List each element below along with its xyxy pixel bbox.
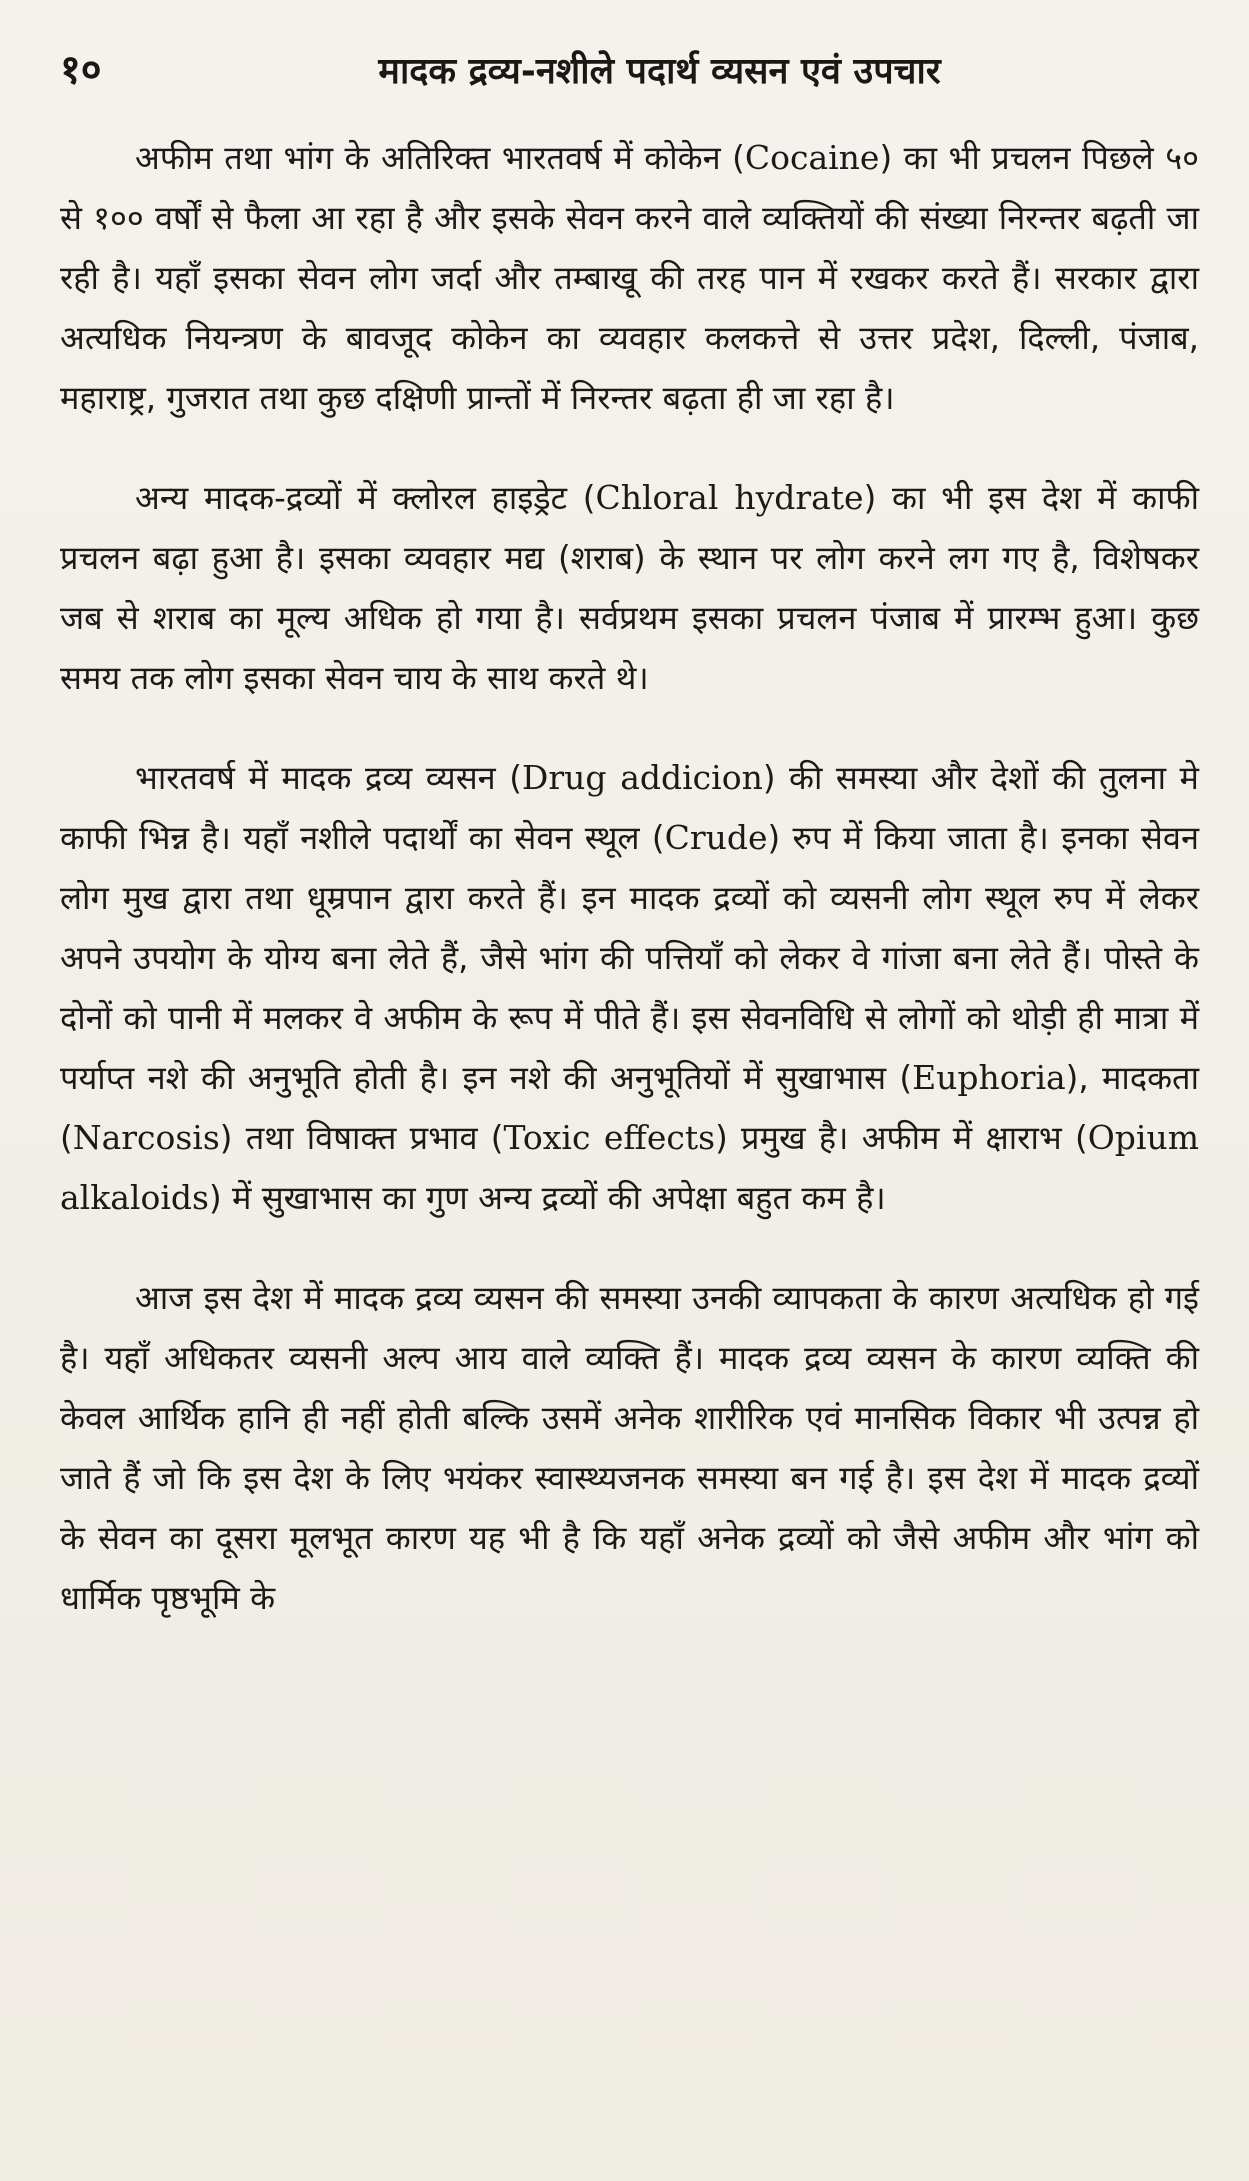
english-term: Crude: [664, 818, 768, 857]
paragraph-text: अफीम तथा भांग के अतिरिक्त भारतवर्ष में कोकेन (: [135, 139, 745, 177]
page-number: १०: [60, 46, 102, 93]
english-term: Chloral hydrate: [595, 478, 864, 517]
english-term: Euphoria: [912, 1058, 1066, 1097]
running-title: मादक द्रव्य-नशीले पदार्थ व्यसन एवं उपचार: [378, 51, 941, 92]
paragraph-text: ) तथा विषाक्त प्रभाव (: [219, 1119, 504, 1157]
paragraph-cocaine: [60, 128, 1199, 428]
paragraph-text: आज इस देश में मादक द्रव्य व्यसन की समस्या उनकी व्यापकता के कारण अत्यधिक हो गई है। यहाँ अधिकतर व्यसनी अल्प आय वाले व्यक्ति हैं। मादक द्रव्य व्यसन के कारण व्यक्ति की केवल आर्थिक हानि ही नहीं होती बल्कि उसमें अनेक शारीरिक एवं मानसिक विकार भी उत्पन्न हो जाते हैं जो कि इस देश के लिए भयंकर स्वास्थ्यजनक समस्या बन गई है। इस देश में मादक द्रव्यों के सेवन का दूसरा मूलभूत कारण यह भी है कि यहाँ अनेक द्रव्यों को जैसे अफीम और भांग को धार्मिक पृष्ठभूमि के: [60, 1279, 1199, 1617]
body-text: [60, 128, 1199, 1628]
paragraph-text: ) की समस्या और देशों की तुलना मे काफी भिन्न है। यहाँ नशीले पदार्थों का सेवन स्थूल (: [60, 759, 1199, 857]
paragraph-text: ) में सुखाभास का गुण अन्य द्रव्यों की अपेक्षा बहुत कम है।: [208, 1179, 886, 1217]
paragraph-text: ) का भी इस देश में काफी प्रचलन बढ़ा हुआ है। इसका व्यवहार मद्य (शराब) के स्थान पर लोग करने लग गए है, विशेषकर जब से शराब का मूल्य अधिक हो गया है। सर्वप्रथम इसका प्रचलन पंजाब में प्रारम्भ हुआ। कुछ समय तक लोग इसका सेवन चाय के साथ करते थे।: [60, 479, 1199, 697]
paragraph-text: ) का भी प्रचलन पिछले ५० से १०० वर्षों से फैला आ रहा है और इसके सेवन करने वाले व्यक्तियों की संख्या निरन्तर बढ़ती जा रही है। यहाँ इसका सेवन लोग जर्दा और तम्बाखू की तरह पान में रखकर करते हैं। सरकार द्वारा अत्यधिक नियन्त्रण के बावजूद कोकेन का व्यवहार कलकत्ते से उत्तर प्रदेश, दिल्ली, पंजाब, महाराष्ट्र, गुजरात तथा कुछ दक्षिणी प्रान्तों में निरन्तर बढ़ता ही जा रहा है।: [60, 139, 1199, 417]
paragraph-text: ) रुप में किया जाता है। इनका सेवन लोग मुख द्वारा तथा धूम्रपान द्वारा करते हैं। इन मादक द्रव्यों को व्यसनी लोग स्थूल रुप में लेकर अपने उपयोग के योग्य बना लेते हैं, जैसे भांग की पत्तियाँ को लेकर वे गांजा बना लेते हैं। पोस्ते के दोनों को पानी में मलकर वे अफीम के रूप में पीते हैं। इस सेवनविधि से लोगों को थोड़ी ही मात्रा में पर्याप्त नशे की अनुभूति होती है। इन नशे की अनुभूतियों में सुखाभास (: [60, 819, 1199, 1097]
paragraph-text: भारतवर्ष में मादक द्रव्य व्यसन (: [135, 759, 522, 797]
english-term: Drug addicion: [521, 758, 763, 797]
paragraph-drug-addiction: [60, 748, 1199, 1228]
english-term: Toxic effects: [503, 1118, 716, 1157]
english-term: Opium alkaloids: [60, 1118, 1199, 1217]
paragraph-text: अन्य मादक-द्रव्यों में क्लोरल हाइड्रेट (: [135, 479, 596, 517]
running-header: [60, 40, 1199, 110]
paragraph-text: ), मादकता (: [60, 1059, 1200, 1157]
english-term: Cocaine: [744, 138, 880, 177]
paragraph-problem-extent: [60, 1268, 1199, 1628]
paragraph-chloral-hydrate: [60, 468, 1199, 708]
paragraph-text: ) प्रमुख है। अफीम में क्षाराभ (: [715, 1119, 1088, 1157]
english-term: Narcosis: [72, 1118, 220, 1157]
